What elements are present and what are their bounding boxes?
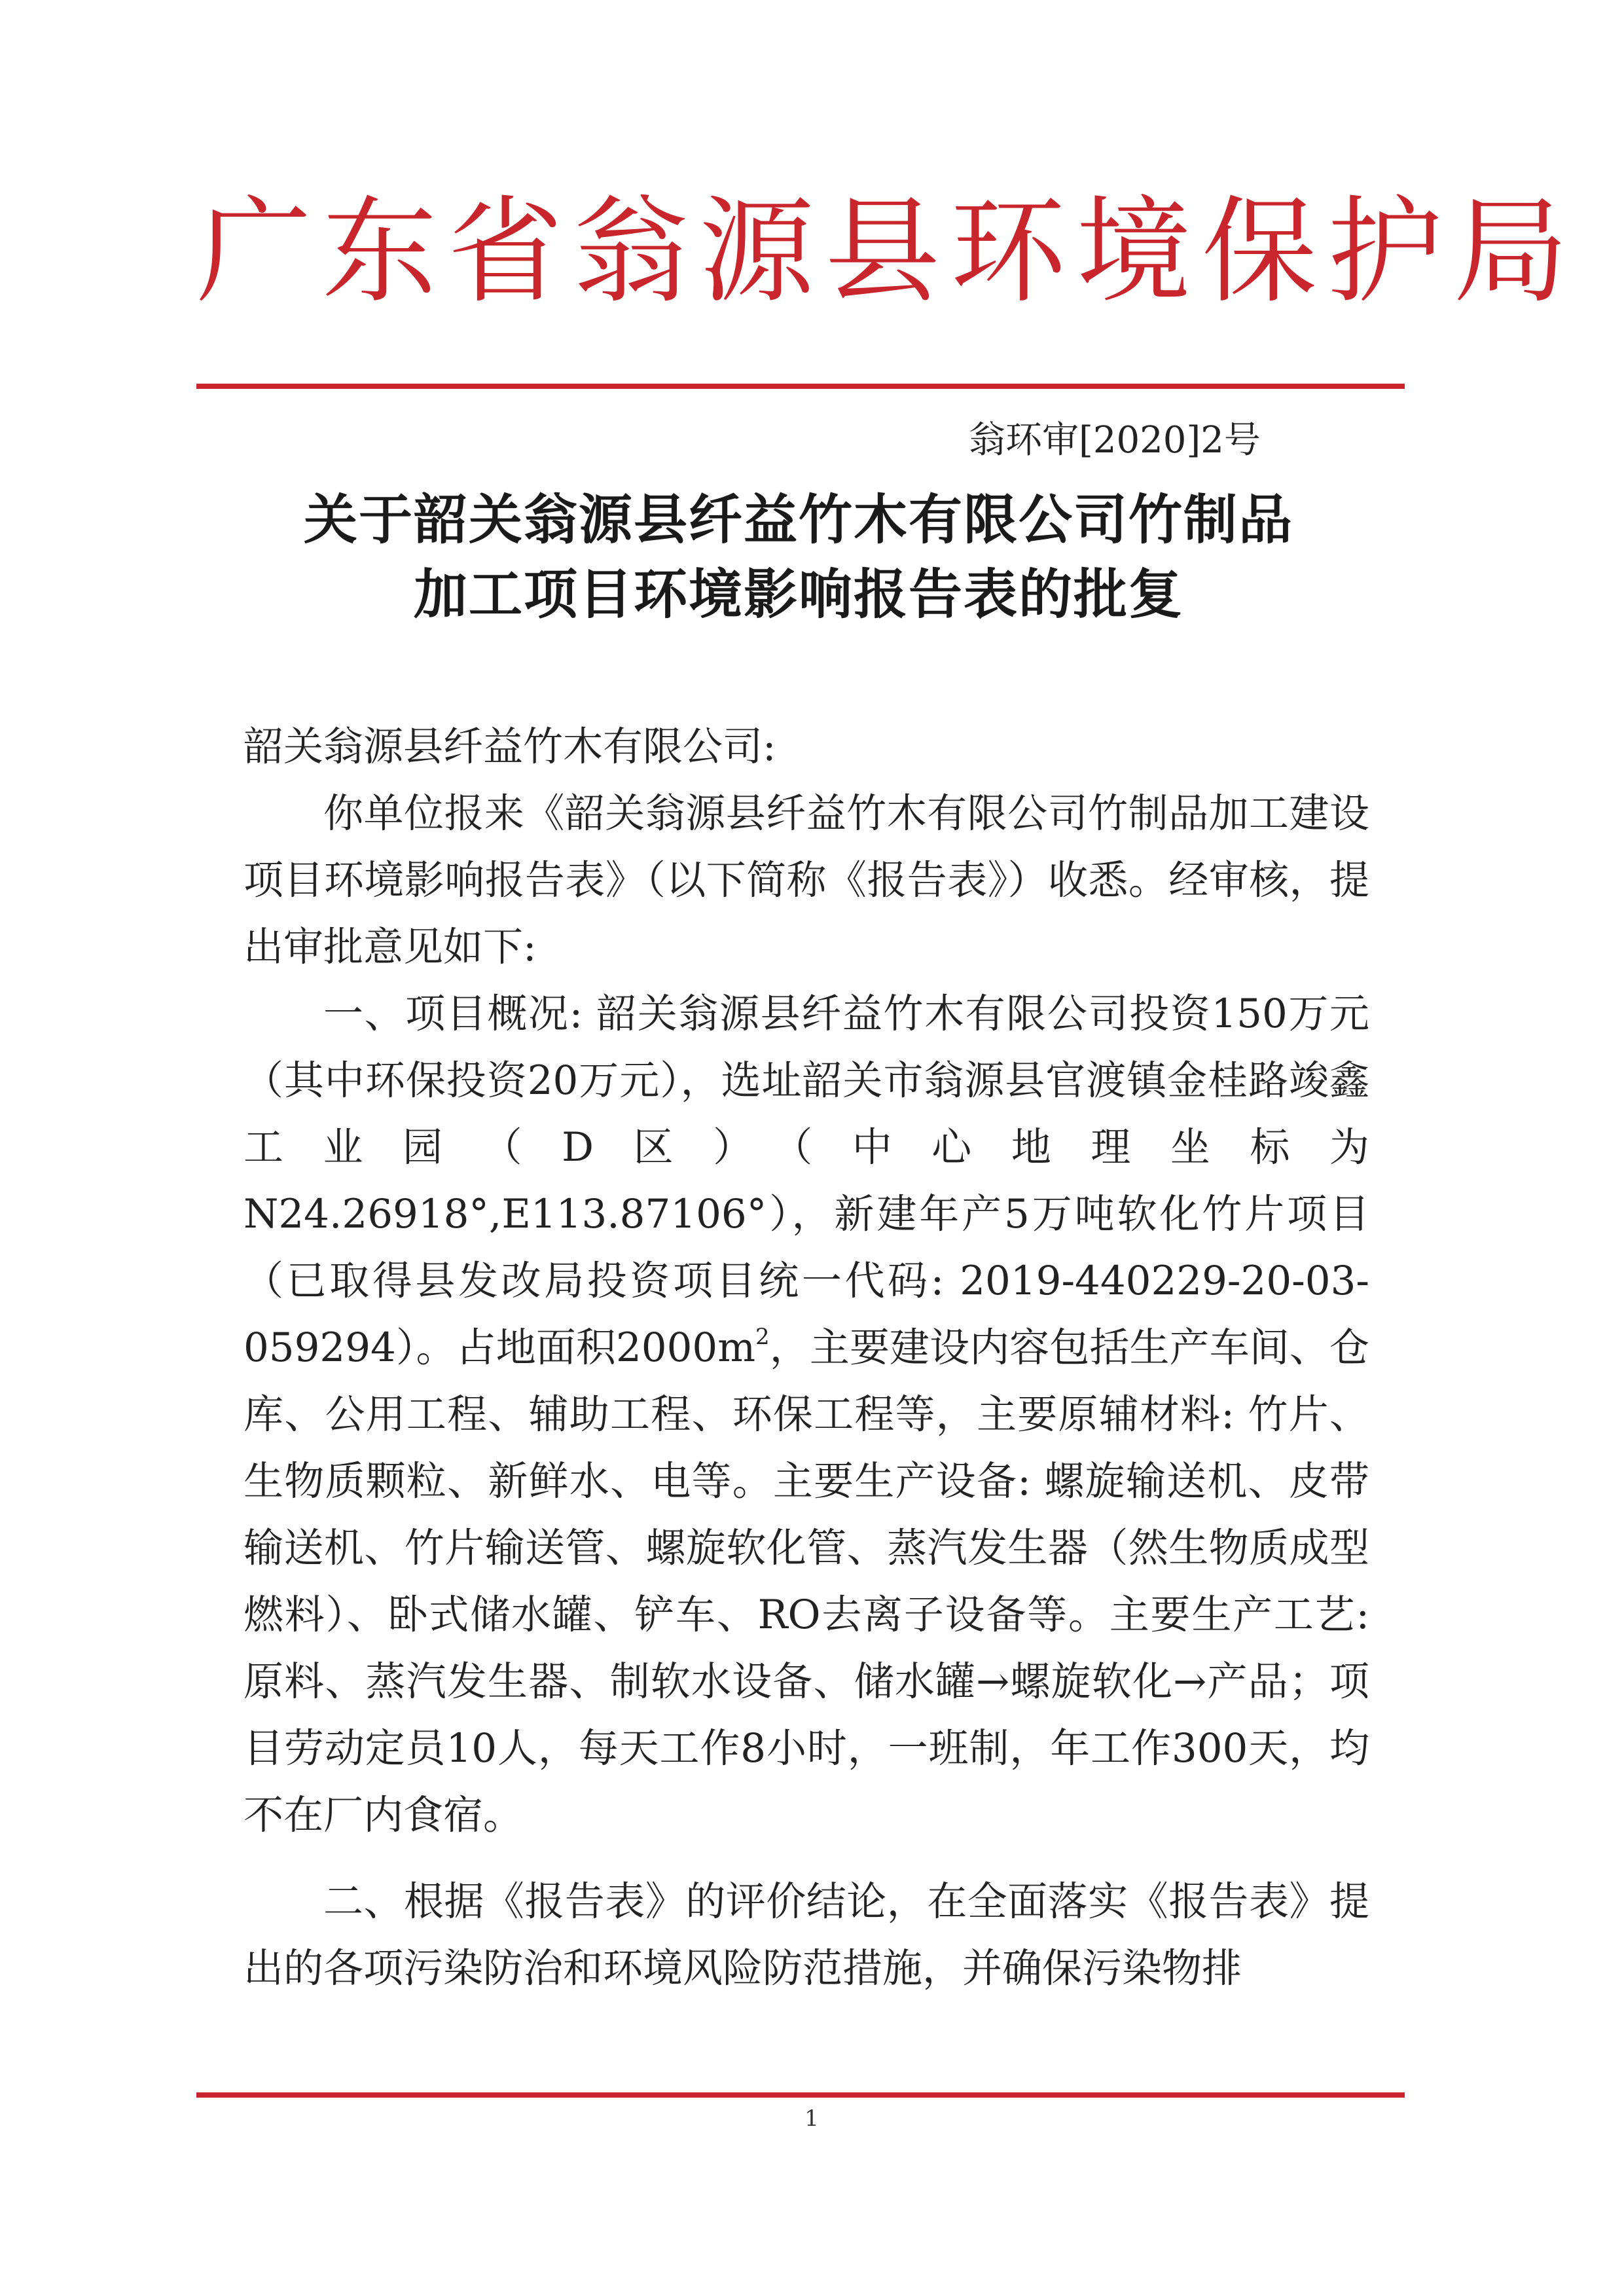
paragraph-conclusion: 二、根据《报告表》的评价结论，在全面落实《报告表》提出的各项污染防治和环境风险防范措施，并确保污染物排 xyxy=(244,1878,1369,1992)
masthead-red-rule xyxy=(196,384,1405,389)
area-unit-exponent: 2 xyxy=(755,1324,770,1350)
page-number: 1 xyxy=(804,2105,819,2132)
overview-text-part-2: ，主要建设内容包括生产车间、仓库、公用工程、辅助工程、环保工程等，主要原辅材料: 竹片、生物质颗粒、新鲜水、电等。主要生产设备: 螺旋输送机、皮带输送机、竹片输送管、螺旋软化管、蒸汽发生器（然生物质成型燃料）、卧式储水罐、铲车、RO去离子设备等。主要生产工艺: 原料、蒸汽发生器、制软水设备、储水罐→螺旋软化→产品；项目劳动定员10人，每天工作8小时，一班制，年工作300天，均不在厂内食宿。 xyxy=(244,1324,1369,1838)
title-line-1: 关于韶关翁源县纤益竹木有限公司竹制品 xyxy=(303,489,1293,551)
footer-red-rule xyxy=(196,2092,1405,2098)
overview-text-part-1: 一、项目概况: 韶关翁源县纤益竹木有限公司投资150万元（其中环保投资20万元），选址韶关市翁源县官渡镇金桂路竣鑫工业园（D区）（中心地理坐标为N24.26918°,E113.87106°），新建年产5万吨软化竹片项目（已取得县发改局投资项目统一代码: 2019-440229-20-03-059294）。占地面积2000m xyxy=(244,991,1369,1371)
document-title xyxy=(196,483,1401,632)
paragraph-project-overview xyxy=(244,981,1369,1849)
title-line-2: 加工项目环境影响报告表的批复 xyxy=(413,564,1183,626)
document-number: 翁环审[2020]2号 xyxy=(969,419,1261,462)
addressee: 韶关翁源县纤益竹木有限公司: xyxy=(244,723,776,770)
document-body xyxy=(244,714,1369,2002)
agency-masthead: 广东省翁源县环境保护局 xyxy=(196,185,1579,319)
paragraph-intro: 你单位报来《韶关翁源县纤益竹木有限公司竹制品加工建设项目环境影响报告表》（以下简称《报告表》）收悉。经审核，提出审批意见如下: xyxy=(244,790,1369,970)
